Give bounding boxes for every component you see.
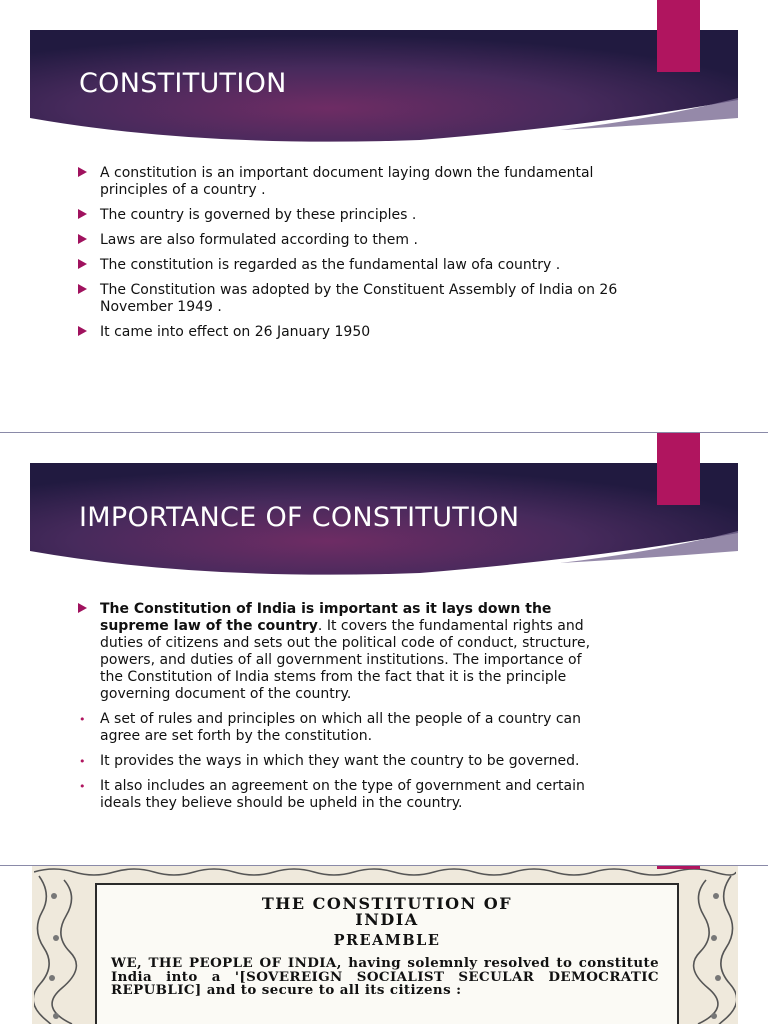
- bullet-arrow-icon: [78, 259, 87, 269]
- list-item: • A set of rules and principles on which all the people of a country can agree are set forth by the constitution.: [79, 711, 581, 744]
- accent-tab: [657, 866, 700, 869]
- slide-title: CONSTITUTION: [79, 68, 287, 99]
- bullet-dot-icon: •: [79, 780, 86, 793]
- list-item: The Constitution was adopted by the Constituent Assembly of India on 26 November 1949 .: [78, 282, 623, 316]
- accent-tab: [657, 433, 700, 505]
- bullet-arrow-icon: [78, 209, 87, 219]
- list-item: It came into effect on 26 January 1950: [78, 324, 623, 341]
- bullet-dot-icon: •: [79, 713, 86, 726]
- preamble-heading-india: INDIA: [355, 910, 419, 929]
- list-item: • It provides the ways in which they want the country to be governed.: [79, 753, 580, 769]
- list-item: • It also includes an agreement on the type of government and certain ideals they believe should be upheld in the country.: [79, 778, 585, 811]
- bullet-list: [78, 601, 608, 820]
- lead-bold-text: The Constitution of India is important as it lays down the supreme law of the country: [100, 601, 552, 634]
- preamble-subheading: PREAMBLE: [333, 932, 441, 949]
- preamble-document: [95, 883, 679, 1024]
- list-item: Laws are also formulated according to them .: [78, 232, 623, 249]
- slide-preamble: [0, 866, 768, 1024]
- list-item: The country is governed by these principles .: [78, 207, 623, 224]
- bullet-dot-icon: •: [79, 755, 86, 768]
- slide-importance: [0, 433, 768, 866]
- slide-title: IMPORTANCE OF CONSTITUTION: [79, 502, 520, 533]
- bullet-arrow-icon: [78, 234, 87, 244]
- slide-constitution: [0, 0, 768, 433]
- bullet-arrow-icon: [78, 603, 87, 613]
- list-item: A constitution is an important document laying down the fundamental principles of a country .: [78, 165, 623, 199]
- bullet-list: [78, 165, 623, 349]
- bullet-arrow-icon: [78, 284, 87, 294]
- lead-text: . It covers the fundamental rights and duties of citizens and sets out the political code of conduct, structure, powers, and duties of all government institutions. The importance of the Constitution of India stems from the fact that it is the principle governing document of the country.: [100, 618, 591, 702]
- preamble-text: WE, THE PEOPLE OF INDIA, having solemnly resolved to constitute India into a '[SOVEREIGN SOCIALIST SECULAR DEMOCRATIC REPUBLIC] and to secure to all its citizens :: [111, 955, 659, 998]
- preamble-heading: THE CONSTITUTION OF: [261, 894, 513, 913]
- list-item: [78, 601, 608, 703]
- list-item: The constitution is regarded as the fundamental law ofa country .: [78, 257, 623, 274]
- bullet-arrow-icon: [78, 167, 87, 177]
- bullet-arrow-icon: [78, 326, 87, 336]
- accent-tab: [657, 0, 700, 72]
